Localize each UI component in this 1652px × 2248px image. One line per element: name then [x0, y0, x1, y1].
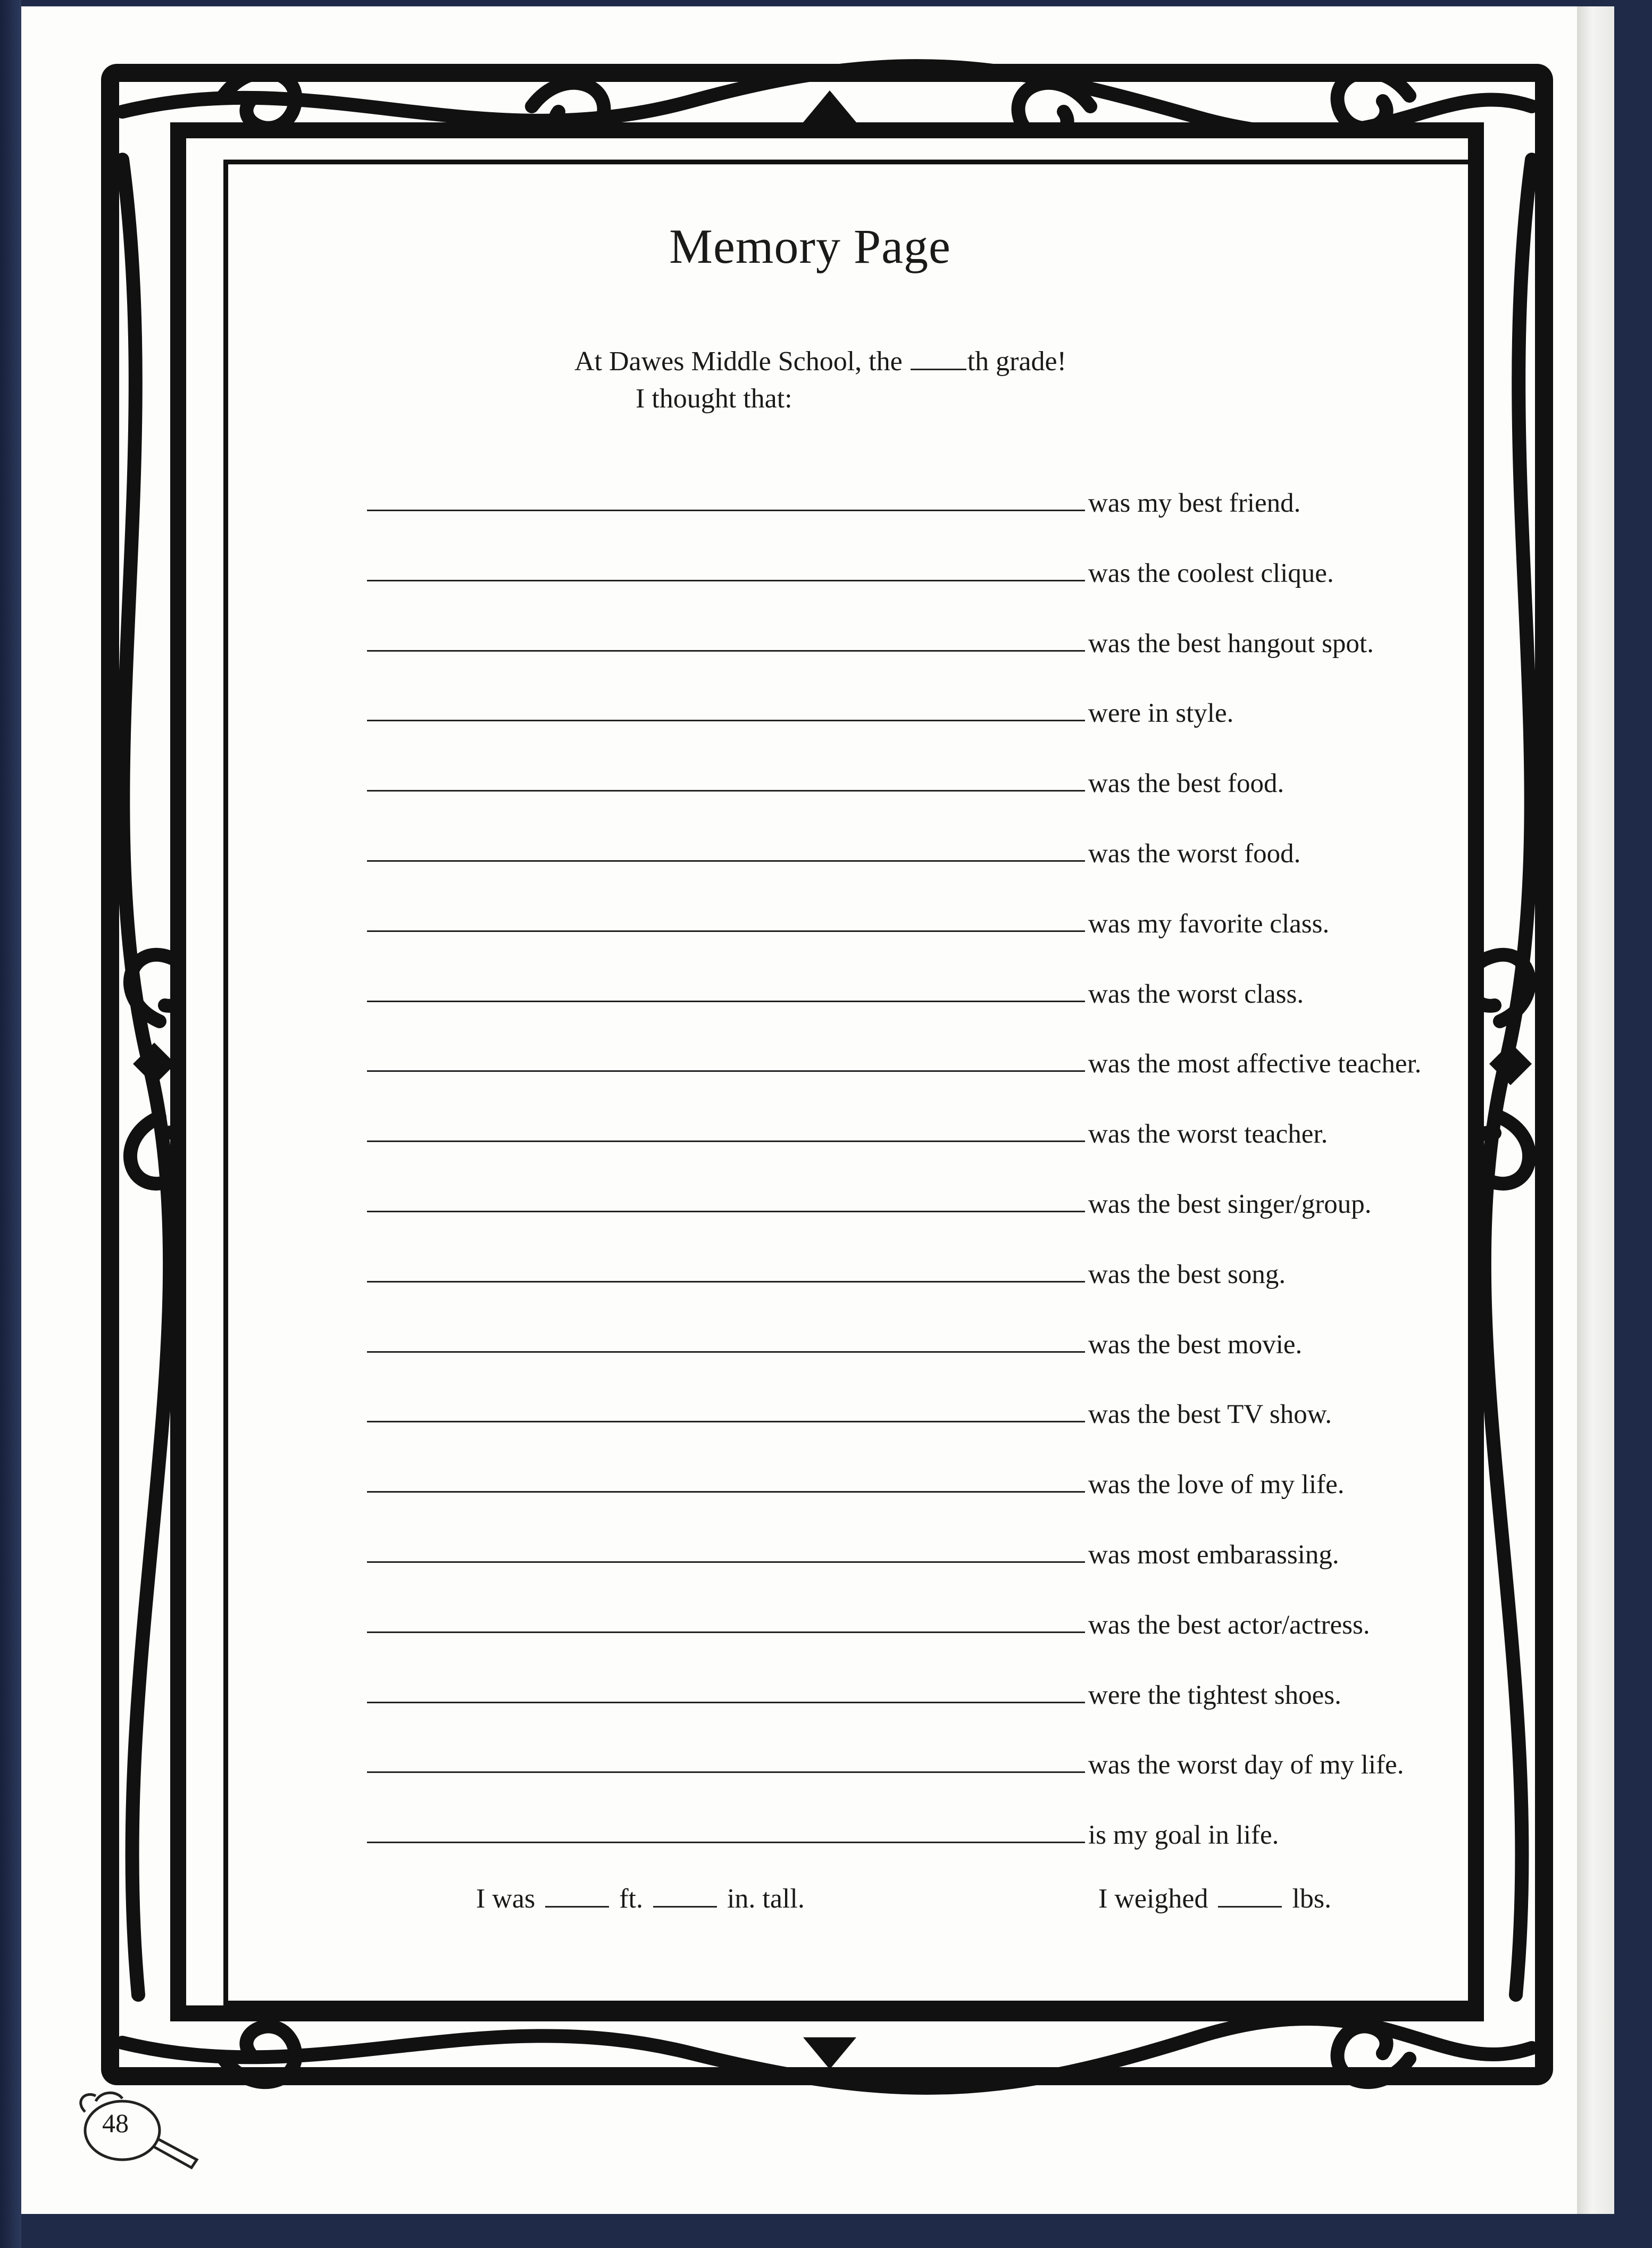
prompt-label: was the coolest clique. — [1088, 558, 1334, 588]
intro-suffix: th grade! — [967, 346, 1066, 377]
answer-blank[interactable] — [367, 1561, 1085, 1563]
answer-blank[interactable] — [367, 1001, 1085, 1002]
prompt-label: was the best hangout spot. — [1088, 628, 1374, 659]
answer-blank[interactable] — [367, 1491, 1085, 1493]
prompt-label: were in style. — [1088, 698, 1234, 729]
answer-blank[interactable] — [367, 790, 1085, 792]
prompt-row — [367, 1253, 1286, 1290]
answer-blank[interactable] — [367, 1842, 1085, 1843]
prompt-row — [367, 622, 1374, 659]
answer-blank[interactable] — [367, 1702, 1085, 1703]
page-number: 48 — [102, 2108, 129, 2138]
prompt-label: was the worst day of my life. — [1088, 1750, 1404, 1780]
prompt-row — [367, 1603, 1370, 1641]
weight-unit-label: lbs. — [1292, 1884, 1332, 1914]
prompt-row — [367, 1463, 1345, 1500]
answer-blank[interactable] — [367, 1351, 1085, 1353]
prompt-label: was the best singer/group. — [1088, 1189, 1372, 1219]
height-inches-blank[interactable] — [653, 1906, 717, 1908]
page-title: Memory Page — [669, 219, 951, 273]
hand-mirror-icon — [64, 2080, 213, 2176]
prompt-label: was the worst teacher. — [1088, 1119, 1328, 1150]
answer-blank[interactable] — [367, 1631, 1085, 1633]
prompt-row — [367, 1813, 1279, 1851]
prompt-label: was most embarassing. — [1088, 1540, 1339, 1570]
height-line — [476, 1883, 805, 1914]
prompt-row — [367, 481, 1300, 519]
prompt-label: were the tightest shoes. — [1088, 1680, 1341, 1710]
answer-blank[interactable] — [367, 1771, 1085, 1773]
prompt-label: was the worst food. — [1088, 839, 1301, 869]
intro-line-1 — [574, 346, 1066, 377]
prompt-row — [367, 1042, 1421, 1079]
prompt-row — [367, 902, 1329, 939]
height-feet-blank[interactable] — [545, 1906, 609, 1908]
height-in-label: in. tall. — [727, 1884, 805, 1914]
prompt-row — [367, 1673, 1341, 1711]
answer-blank[interactable] — [367, 1140, 1085, 1142]
answer-blank[interactable] — [367, 580, 1085, 581]
prompt-row — [367, 692, 1233, 729]
prompt-label: was my best friend. — [1088, 488, 1301, 518]
prompt-label: was the best food. — [1088, 769, 1284, 799]
prompt-label: was my favorite class. — [1088, 909, 1330, 939]
answer-blank[interactable] — [367, 720, 1085, 721]
weight-blank[interactable] — [1218, 1906, 1282, 1908]
grade-blank[interactable] — [911, 369, 966, 370]
prompt-label: was the best song. — [1088, 1259, 1286, 1289]
intro-prefix: At Dawes Middle School, the — [574, 346, 903, 377]
prompt-row — [367, 1533, 1339, 1570]
prompt-label: was the love of my life. — [1088, 1470, 1345, 1500]
answer-blank[interactable] — [367, 1211, 1085, 1212]
prompt-row — [367, 1112, 1328, 1150]
answer-blank[interactable] — [367, 930, 1085, 932]
prompt-row — [367, 1323, 1302, 1360]
prompt-row — [367, 832, 1300, 869]
height-prefix: I was — [476, 1884, 536, 1914]
prompt-row — [367, 552, 1334, 589]
intro-line-2: I thought that: — [636, 384, 792, 414]
prompt-label: was the best TV show. — [1088, 1400, 1332, 1430]
answer-blank[interactable] — [367, 1281, 1085, 1283]
answer-blank[interactable] — [367, 650, 1085, 652]
prompt-row — [367, 1743, 1404, 1780]
prompt-label: is my goal in life. — [1088, 1820, 1279, 1851]
answer-blank[interactable] — [367, 1070, 1085, 1072]
weight-line — [1098, 1883, 1331, 1914]
answer-blank[interactable] — [367, 860, 1085, 862]
prompt-row — [367, 762, 1284, 799]
prompt-row — [367, 1393, 1332, 1430]
height-ft-label: ft. — [619, 1884, 643, 1914]
prompt-label: was the worst class. — [1088, 979, 1304, 1009]
prompt-label: was the best actor/actress. — [1088, 1610, 1370, 1640]
prompt-row — [367, 972, 1304, 1010]
prompt-row — [367, 1183, 1372, 1220]
answer-blank[interactable] — [367, 1421, 1085, 1422]
weight-prefix: I weighed — [1098, 1884, 1208, 1914]
answer-blank[interactable] — [367, 510, 1085, 511]
prompt-label: was the best movie. — [1088, 1329, 1303, 1360]
prompt-label: was the most affective teacher. — [1088, 1049, 1422, 1079]
